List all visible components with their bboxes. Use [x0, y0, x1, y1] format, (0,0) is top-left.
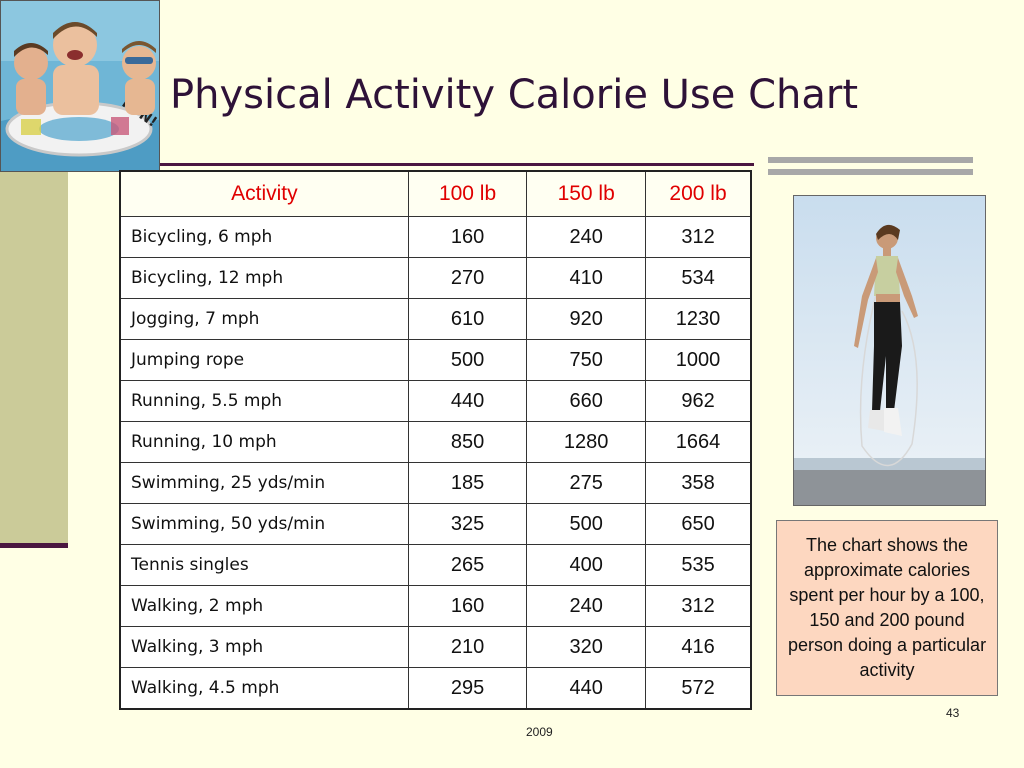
value-cell-150lb: 440	[527, 668, 646, 710]
calorie-table	[119, 170, 752, 710]
activity-cell: Swimming, 50 yds/min	[120, 504, 408, 545]
value-cell-200lb: 650	[646, 504, 751, 545]
table-row	[120, 668, 751, 710]
header-activity: Activity	[120, 171, 408, 217]
value-cell-100lb: 440	[408, 381, 527, 422]
jump-rope-photo	[793, 195, 986, 506]
kids-pool-illustration	[1, 1, 160, 172]
decor-gray-bar-top	[768, 157, 973, 163]
activity-cell: Walking, 3 mph	[120, 627, 408, 668]
value-cell-200lb: 962	[646, 381, 751, 422]
value-cell-150lb: 750	[527, 340, 646, 381]
value-cell-100lb: 265	[408, 545, 527, 586]
value-cell-100lb: 500	[408, 340, 527, 381]
activity-cell: Running, 10 mph	[120, 422, 408, 463]
value-cell-200lb: 535	[646, 545, 751, 586]
decor-gray-bar-bottom	[768, 169, 973, 175]
value-cell-150lb: 660	[527, 381, 646, 422]
value-cell-200lb: 312	[646, 217, 751, 258]
value-cell-150lb: 240	[527, 586, 646, 627]
activity-cell: Tennis singles	[120, 545, 408, 586]
table-row	[120, 463, 751, 504]
table-row	[120, 258, 751, 299]
footer-year: 2009	[526, 725, 553, 739]
value-cell-150lb: 240	[527, 217, 646, 258]
value-cell-200lb: 534	[646, 258, 751, 299]
left-accent-rule	[0, 543, 68, 548]
table-row	[120, 299, 751, 340]
table-row	[120, 504, 751, 545]
value-cell-150lb: 320	[527, 627, 646, 668]
value-cell-100lb: 850	[408, 422, 527, 463]
value-cell-150lb: 400	[527, 545, 646, 586]
value-cell-100lb: 210	[408, 627, 527, 668]
kids-pool-photo	[0, 0, 160, 172]
value-cell-100lb: 295	[408, 668, 527, 710]
activity-cell: Bicycling, 12 mph	[120, 258, 408, 299]
table-row	[120, 545, 751, 586]
header-150lb: 150 lb	[527, 171, 646, 217]
left-accent-bar	[0, 172, 68, 544]
table-row	[120, 381, 751, 422]
title-underline	[160, 163, 754, 166]
table-row	[120, 422, 751, 463]
value-cell-100lb: 270	[408, 258, 527, 299]
table-row	[120, 627, 751, 668]
header-200lb: 200 lb	[646, 171, 751, 217]
value-cell-200lb: 1000	[646, 340, 751, 381]
value-cell-100lb: 160	[408, 217, 527, 258]
value-cell-200lb: 416	[646, 627, 751, 668]
value-cell-100lb: 325	[408, 504, 527, 545]
value-cell-200lb: 1230	[646, 299, 751, 340]
activity-cell: Walking, 4.5 mph	[120, 668, 408, 710]
activity-cell: Jumping rope	[120, 340, 408, 381]
table-row	[120, 340, 751, 381]
value-cell-150lb: 920	[527, 299, 646, 340]
value-cell-200lb: 572	[646, 668, 751, 710]
header-100lb: 100 lb	[408, 171, 527, 217]
activity-cell: Bicycling, 6 mph	[120, 217, 408, 258]
value-cell-100lb: 610	[408, 299, 527, 340]
activity-cell: Swimming, 25 yds/min	[120, 463, 408, 504]
value-cell-150lb: 500	[527, 504, 646, 545]
value-cell-200lb: 1664	[646, 422, 751, 463]
value-cell-100lb: 185	[408, 463, 527, 504]
chart-note: The chart shows the approximate calories spent per hour by a 100, 150 and 200 pound person doing a particular activity	[776, 520, 998, 696]
slide-title: Physical Activity Calorie Use Chart	[170, 72, 859, 118]
activity-cell: Walking, 2 mph	[120, 586, 408, 627]
table-row	[120, 586, 751, 627]
value-cell-200lb: 358	[646, 463, 751, 504]
value-cell-150lb: 410	[527, 258, 646, 299]
value-cell-150lb: 1280	[527, 422, 646, 463]
activity-cell: Jogging, 7 mph	[120, 299, 408, 340]
value-cell-200lb: 312	[646, 586, 751, 627]
slide-number: 43	[946, 706, 960, 720]
activity-cell: Running, 5.5 mph	[120, 381, 408, 422]
jump-rope-illustration	[794, 196, 986, 506]
table-row	[120, 217, 751, 258]
value-cell-150lb: 275	[527, 463, 646, 504]
table-header-row	[120, 171, 751, 217]
value-cell-100lb: 160	[408, 586, 527, 627]
